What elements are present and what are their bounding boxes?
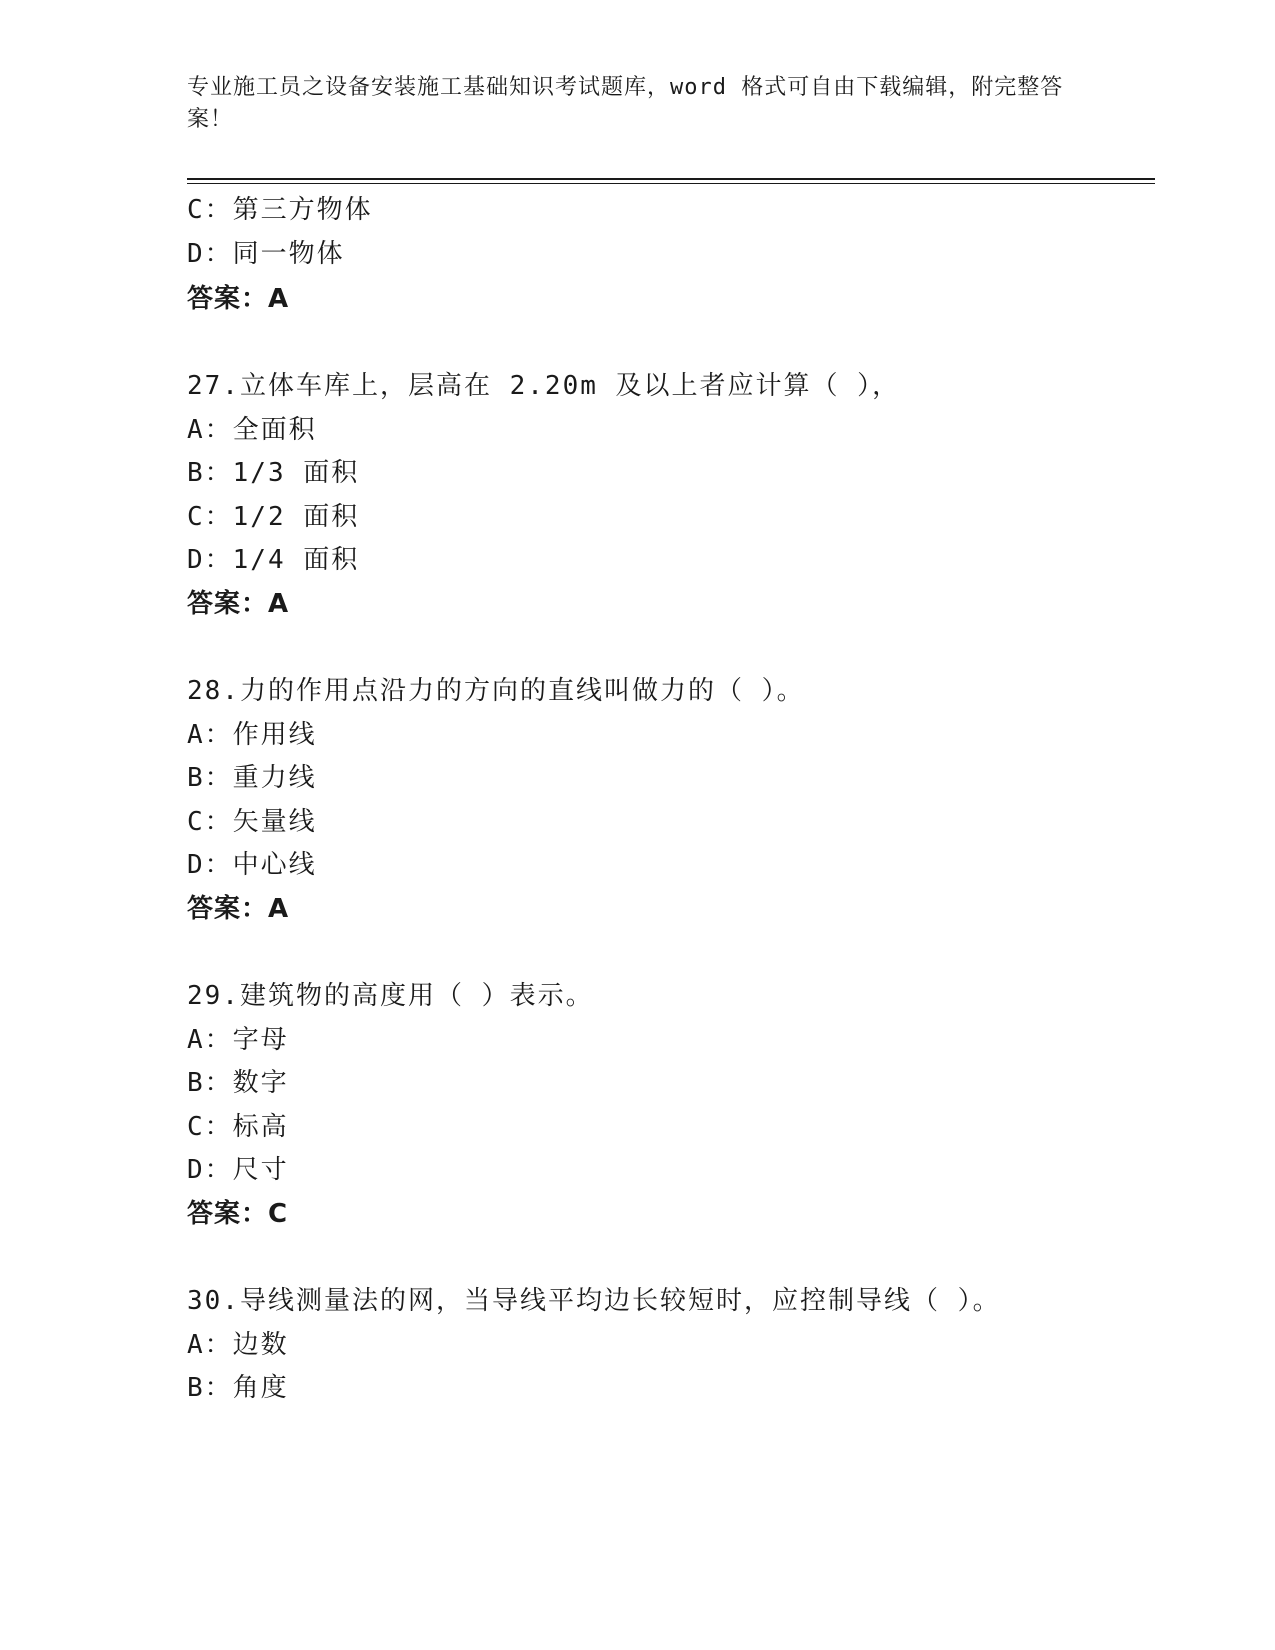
option-a: A：全面积 <box>187 415 317 445</box>
question-stem: 27.立体车库上，层高在 2.20m 及以上者应计算（ ）， <box>187 371 901 401</box>
option-c: C：1/2 面积 <box>187 502 360 532</box>
option-d: D：尺寸 <box>187 1155 289 1185</box>
option-c: C：矢量线 <box>187 807 317 837</box>
option-d: D：中心线 <box>187 850 317 880</box>
option-b: B：数字 <box>187 1068 289 1098</box>
question-stem: 30.导线测量法的网，当导线平均边长较短时，应控制导线（ ）。 <box>187 1286 1001 1316</box>
answer-label: 答案：A <box>187 589 290 619</box>
question-stem: 29.建筑物的高度用（ ）表示。 <box>187 981 594 1011</box>
option-b: B：1/3 面积 <box>187 458 360 488</box>
option-d: D：1/4 面积 <box>187 545 360 575</box>
option-b: B：角度 <box>187 1373 289 1403</box>
header-divider <box>187 178 1155 184</box>
option-a: A：作用线 <box>187 720 317 750</box>
option-c: C：标高 <box>187 1112 289 1142</box>
option-d: D：同一物体 <box>187 239 345 269</box>
question-stem: 28.力的作用点沿力的方向的直线叫做力的（ ）。 <box>187 676 805 706</box>
option-a: A：边数 <box>187 1330 289 1360</box>
answer-label: 答案：A <box>187 894 290 924</box>
option-c: C：第三方物体 <box>187 195 373 225</box>
document-header: 专业施工员之设备安装施工基础知识考试题库，word 格式可自由下载编辑，附完整答案！ <box>187 75 1064 132</box>
answer-label: 答案：C <box>187 1199 289 1229</box>
option-a: A：字母 <box>187 1025 289 1055</box>
answer-label: 答案：A <box>187 284 290 314</box>
option-b: B：重力线 <box>187 763 317 793</box>
